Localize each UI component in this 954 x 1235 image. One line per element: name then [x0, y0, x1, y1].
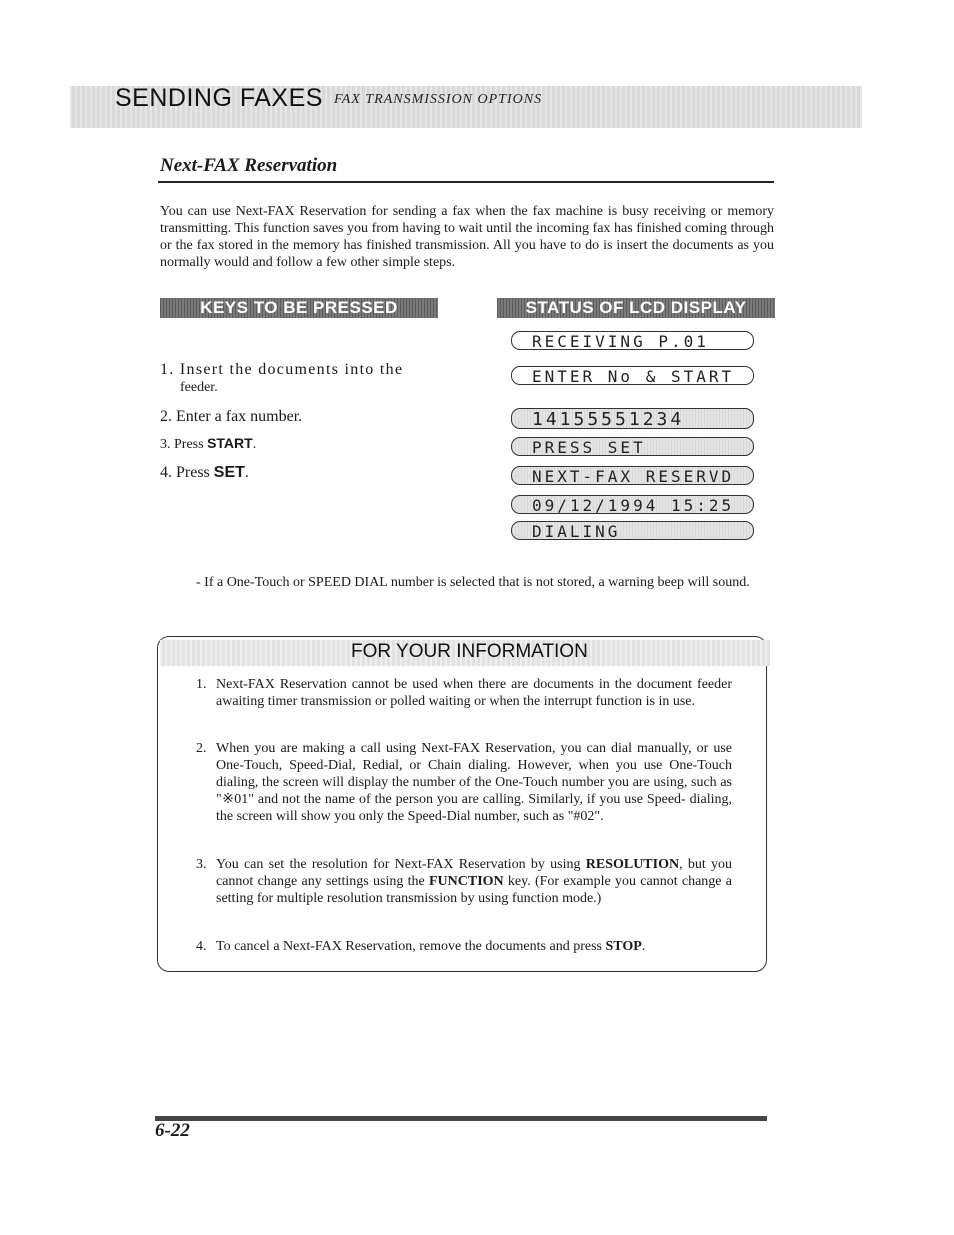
step-number: 1. [160, 361, 175, 378]
key-stop: STOP [605, 939, 642, 954]
item-text [216, 856, 732, 907]
info-item-2 [196, 740, 732, 825]
intro-paragraph: You can use Next-FAX Reservation for sending a fax when the fax machine is busy receiving or memory transmitting. This function saves you from having to wait until the incoming fax has finished coming through or the fax stored in the memory has finished transmission. All you have to do is insert the documents as you normally would and follow a few other simple steps. [160, 204, 774, 270]
item-text [216, 938, 732, 955]
item-text: When you are making a call using Next-FAX Reservation, you can dial manually, or use One-Touch, Speed-Dial, Redial, or Chain dialing. However, when you use One-Touch dialing, the screen will display the number of the One-Touch number you are using, such as "※01" and not the name of the person you are calling. Similarly, if you use Speed- dialing, the screen will show you only the Speed-Dial number, such as "#02". [216, 741, 732, 824]
item-text-part: , but you cannot change any settings using the [216, 857, 732, 889]
chapter-title: SENDING FAXES [115, 84, 323, 112]
info-item-1 [196, 676, 732, 710]
step-punct: . [252, 437, 257, 452]
item-text-part: . [641, 939, 646, 954]
info-item-4 [196, 938, 732, 955]
lcd-enter-number: ENTER No & START [511, 366, 754, 385]
item-number: 2. [196, 741, 207, 756]
key-start: START [207, 435, 253, 451]
item-number: 3. [196, 857, 207, 872]
step-punct: . [244, 464, 249, 481]
step-4 [160, 464, 249, 482]
item-number: 1. [196, 677, 207, 692]
step-number: 4. [160, 464, 172, 481]
page-number: 6-22 [155, 1120, 190, 1141]
step-1-continuation: feeder. [180, 380, 218, 395]
lcd-receiving: RECEIVING P.01 [511, 331, 754, 350]
item-number: 4. [196, 939, 207, 954]
step-1 [160, 361, 403, 379]
lcd-press-set: PRESS SET [511, 437, 754, 456]
lcd-date-time: 09/12/1994 15:25 [511, 495, 754, 514]
lcd-fax-number: 14155551234 [511, 408, 754, 429]
chapter-subtitle: FAX TRANSMISSION OPTIONS [334, 92, 543, 107]
lcd-column-header: STATUS OF LCD DISPLAY [497, 298, 775, 318]
footer-rule [155, 1116, 767, 1121]
section-rule [158, 181, 774, 183]
keys-column-header: KEYS TO BE PRESSED [160, 298, 438, 318]
lcd-dialing: DIALING [511, 521, 754, 540]
item-text-part: You can set the resolution for Next-FAX Reservation by using [216, 857, 586, 872]
step-3 [160, 435, 256, 453]
lcd-next-fax-reservd: NEXT-FAX RESERVD [511, 466, 754, 485]
info-item-3 [196, 856, 732, 907]
step-text: Enter a fax number. [176, 408, 303, 425]
info-title: FOR YOUR INFORMATION [351, 641, 588, 662]
step-number: 2. [160, 408, 172, 425]
section-title: Next-FAX Reservation [160, 155, 338, 176]
key-resolution: RESOLUTION [585, 857, 680, 872]
item-text: Next-FAX Reservation cannot be used when there are documents in the document feeder awaiting timer transmission or polled waiting or when the interrupt function is in use. [216, 677, 732, 709]
step-2 [160, 408, 302, 426]
item-text-part: key. (For example you cannot change a setting for multiple resolution transmission by using function mode.) [216, 874, 732, 906]
step-text: Insert the documents into the [179, 361, 404, 378]
step-text: Press [174, 437, 208, 452]
warning-note: - If a One-Touch or SPEED DIAL number is selected that is not stored, a warning beep will sound. [196, 575, 750, 590]
step-text: Press [176, 464, 214, 481]
key-function: FUNCTION [428, 874, 504, 889]
key-set: SET [213, 464, 245, 481]
step-number: 3. [160, 437, 171, 452]
item-text-part: To cancel a Next-FAX Reservation, remove the documents and press [216, 939, 606, 954]
